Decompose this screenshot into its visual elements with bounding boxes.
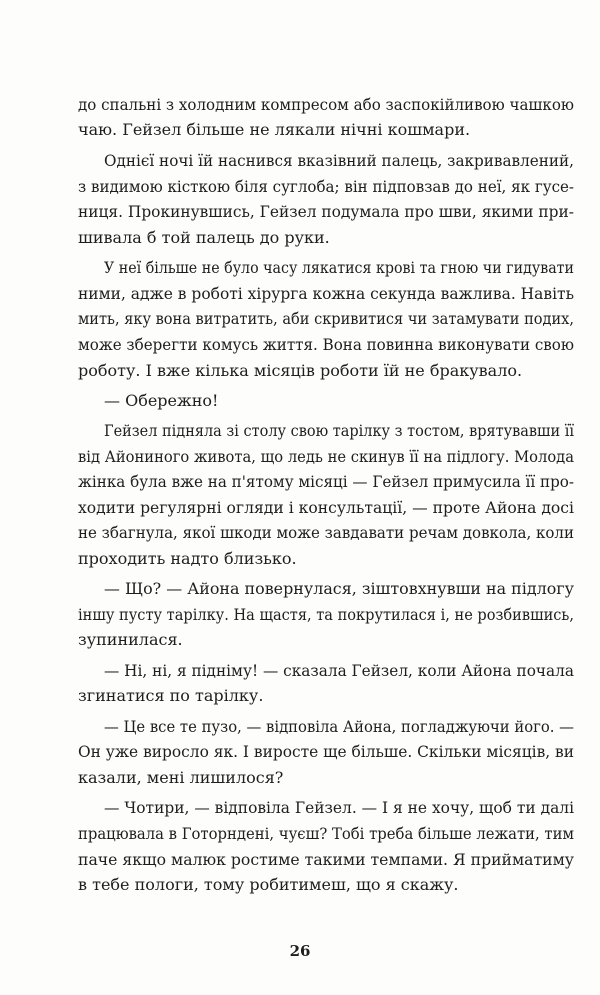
text-line: згинатися по тарілку. xyxy=(78,686,264,705)
text-line: роботу. І вже кілька місяців роботи їй не бракувало. xyxy=(78,361,523,380)
text-line: — Це все те пузо, — відповіла Айона, погладжуючи його. — xyxy=(104,717,574,736)
text-line: працювала в Готорндені, чуєш? Тобі треба більше лежати, тим xyxy=(78,824,574,843)
text-line: з видимою кісткою біля суглоба; він підповзав до неї, як гусе- xyxy=(78,177,575,196)
text-line: казали, мені лишилося? xyxy=(78,768,284,787)
text-line: шивала б той палець до руки. xyxy=(78,228,330,247)
text-line: до спальні з холодним компресом або заспокійливою чашкою xyxy=(78,95,574,114)
text-line: Он уже виросло як. І виросте ще більше. Скільки місяців, ви xyxy=(78,742,575,761)
text-line: жінка була вже на п'ятому місяці — Гейзел примусила її про- xyxy=(78,472,575,491)
text-line: Однієї ночі їй наснився вказівний палець, закривавлений, xyxy=(104,151,574,170)
text-line: — Ні, ні, я підніму! — сказала Гейзел, коли Айона почала xyxy=(104,661,574,680)
text-line: проходить надто близько. xyxy=(78,549,297,568)
text-line: мить, яку вона витратить, аби скривитися чи затамувати подих, xyxy=(78,309,574,328)
text-line: ними, адже в роботі хірурга кожна секунда важлива. Навіть xyxy=(78,284,574,303)
text-line: ниця. Прокинувшись, Гейзел подумала про шви, якими при- xyxy=(78,202,574,221)
page-number: 26 xyxy=(289,942,311,960)
text-line: — Обережно! xyxy=(104,391,219,410)
text-line: не збагнула, якої шкоди може завдавати речам довкола, коли xyxy=(78,523,574,542)
text-line: чаю. Гейзел більше не лякали нічні кошмари. xyxy=(78,120,471,139)
text-line: іншу пусту тарілку. На щастя, та покрутилася і, не розбившись, xyxy=(78,605,574,624)
text-line: може зберегти комусь життя. Вона повинна виконувати свою xyxy=(78,335,574,354)
text-line: зупинилася. xyxy=(78,630,183,649)
text-line: У неї більше не було часу лякатися крові та гною чи гидувати xyxy=(104,258,575,277)
text-line: ходити регулярні огляди і консультації, — проте Айона досі xyxy=(78,498,574,517)
text-line: — Чотири, — відповіла Гейзел. — І я не хочу, щоб ти далі xyxy=(104,798,575,817)
text-line: — Що? — Айона повернулася, зіштовхнувши на підлогу xyxy=(104,579,574,598)
text-line: в тебе пологи, тому робитимеш, що я скажу. xyxy=(78,875,459,894)
text-line: від Айониного живота, що ледь не скинув її на підлогу. Молода xyxy=(78,447,574,466)
text-line: паче якщо малюк ростиме такими темпами. Я прийматиму xyxy=(78,850,575,869)
text-line: Гейзел підняла зі столу свою тарілку з тостом, врятувавши її xyxy=(104,421,575,440)
